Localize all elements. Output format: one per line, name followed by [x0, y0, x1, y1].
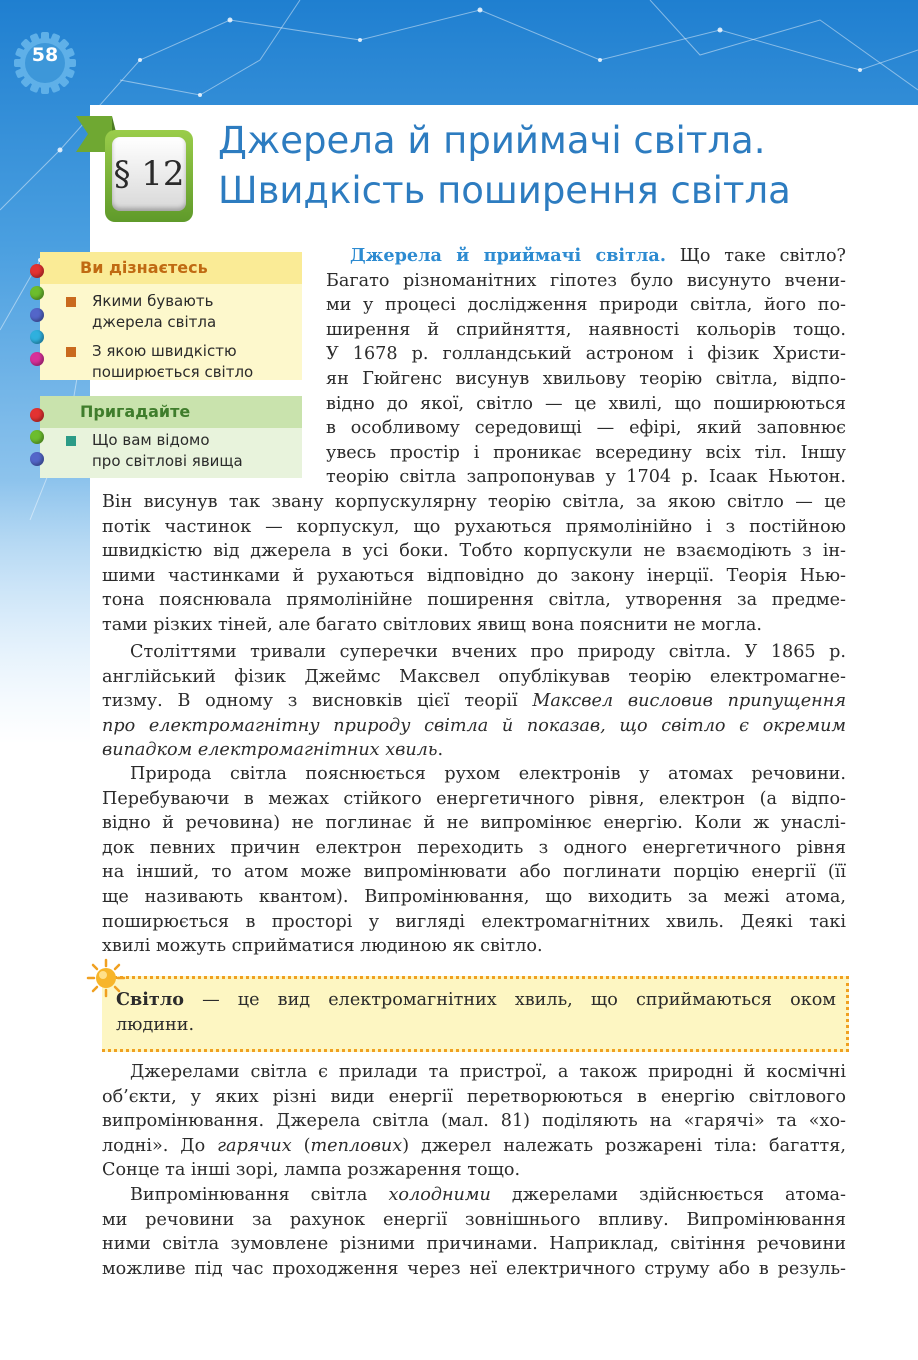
- text-line: в особливому середовищі — ефірі, який заповнює: [326, 418, 846, 439]
- text-span: Століттями тривали суперечки вчених про природу світла. У 1865 р.: [130, 642, 846, 662]
- learn-item-line: Якими бувають: [92, 292, 214, 310]
- recall-item: [40, 430, 302, 472]
- text-span: тизму. В одному з висновків цієї теорії: [102, 691, 518, 712]
- text-line: Сонце та інші зорі, лампа розжарення тощо.: [102, 1160, 521, 1181]
- paragraph-1-bottom: [102, 490, 846, 638]
- text-span: джерелами здійснюється атома-: [490, 1185, 846, 1205]
- text-line: [326, 244, 846, 269]
- title-line-2: Швидкість поширення світла: [218, 169, 791, 212]
- text-line: можливе під час проходження через неї електричного струму або в резуль-: [102, 1258, 846, 1279]
- text-span: .: [437, 740, 444, 761]
- text-line: теорію світла запропонував у 1704 р. Ісаак Ньютон.: [326, 467, 846, 488]
- text-line: [102, 738, 846, 763]
- text-line: відно до якої, світло — це хвилі, що поширюються: [326, 393, 846, 414]
- text-span: — це вид електромагнітних хвиль, що сприймаються оком: [183, 990, 836, 1010]
- recall-box-heading: Пригадайте: [40, 396, 302, 428]
- text-line: [102, 762, 846, 787]
- text-line: швидкістю від джерела в усі боки. Тобто корпускули не взаємодіють з ін-: [102, 541, 846, 562]
- learn-box-heading: Ви дізнаєтесь: [40, 252, 302, 284]
- margin-fade: [0, 480, 100, 1360]
- text-line: тами різких тіней, але багато світлових явищ вона пояснити не могла.: [102, 614, 763, 635]
- learn-item: [40, 341, 302, 383]
- text-line: потік частинок — корпускул, що рухаються прямолінійно і з постійною: [102, 516, 846, 537]
- recall-box: [40, 396, 302, 478]
- recall-item-line: про світлові явища: [92, 452, 243, 470]
- text-line: відно й речовина) не поглинає й не випромінює енергію. Коли ж унаслі-: [102, 813, 846, 834]
- paragraph-4: [102, 1060, 846, 1183]
- text-line: [102, 1183, 846, 1208]
- text-span: Випромінювання світла: [130, 1185, 389, 1205]
- bead-icon: [30, 286, 44, 300]
- italic-span: про електромагнітну природу світла й показав, що світло є окремим: [102, 715, 846, 736]
- bead-icon: [30, 430, 44, 444]
- learn-box: [40, 252, 302, 380]
- text-line: ширення й сприйняття, наявності кольорів тощо.: [326, 319, 846, 340]
- definition-text: [116, 987, 836, 1038]
- bead-icon: [30, 264, 44, 278]
- italic-span: гарячих: [217, 1135, 292, 1156]
- bead-icon: [30, 408, 44, 422]
- paragraph-2: [102, 640, 846, 763]
- text-line: док певних причин електрон переходить з одного енергетичного рівня: [102, 837, 846, 858]
- text-line: [102, 640, 846, 665]
- text-line: ще називають квантом). Випромінювання, що виходить за межі атома,: [102, 886, 846, 907]
- text-line: шими частинками й рухаються відповідно до закону інерції. Теорія Нью-: [102, 565, 846, 586]
- text-line: Перебуваючи в межах стійкого енергетичного рівня, електрон (а відпо-: [102, 788, 846, 809]
- bullet-square-icon: [66, 297, 76, 307]
- text-span: Джерелами світла є прилади та пристрої, а також природні й космічні: [130, 1062, 846, 1082]
- italic-span: Максвел висловив припущення: [532, 691, 846, 712]
- text-line: ми у процесі дослідження природи світла, його по-: [326, 295, 846, 316]
- text-span: Природа світла пояснюється рухом електронів у атомах речовини.: [130, 764, 846, 784]
- definition-term: Світло: [116, 989, 184, 1010]
- page-number: 58: [31, 44, 59, 66]
- paragraph-5: [102, 1183, 846, 1281]
- text-line: об’єкти, у яких різні види енергії перетворюються в енергію світлового: [102, 1086, 846, 1107]
- paragraph-3: [102, 762, 846, 959]
- bead-icon: [30, 452, 44, 466]
- text-span: ) джерел належать розжарені тіла: багаття,: [402, 1135, 846, 1156]
- text-line: увесь простір і проникає всередину всіх тіл. Іншу: [326, 442, 846, 463]
- text-line: [102, 714, 846, 739]
- learn-item-line: З якою швидкістю: [92, 342, 237, 360]
- text-line: людини.: [116, 1015, 195, 1035]
- text-line: ними світла зумовлене різними причинами. Наприклад, світіння речовини: [102, 1234, 846, 1255]
- text-line: ми речовини за рахунок енергії зовнішнього впливу. Випромінювання: [102, 1209, 846, 1230]
- paragraph-1-top: [326, 244, 846, 490]
- text-line: [102, 689, 846, 714]
- text-line: [102, 1134, 846, 1159]
- recall-item-line: Що вам відомо: [92, 431, 210, 449]
- text-line: Багато різноманітних гіпотез було висунуто вчени-: [326, 270, 846, 291]
- section-number: § 12: [113, 154, 185, 194]
- text-line: ян Гюйгенс висунув хвильову теорію світла, відпо-: [326, 368, 846, 389]
- italic-span: теплових: [310, 1135, 403, 1156]
- learn-item-line: поширюється світло: [92, 363, 254, 381]
- subheading: Джерела й приймачі світла.: [350, 245, 666, 266]
- text-line: хвилі можуть сприйматися людиною як світло.: [102, 936, 543, 957]
- text-line: тона пояснювала прямолінійне поширення світла, утворення за предме-: [102, 590, 846, 611]
- text-line: на інший, то атом може випромінювати або поглинати порцію енергії (її: [102, 862, 846, 883]
- text-span: лодні». До: [102, 1135, 218, 1156]
- learn-item: [40, 291, 302, 333]
- bullet-square-icon: [66, 436, 76, 446]
- text-line: [102, 1060, 846, 1085]
- text-span: Що таке світло?: [665, 246, 846, 266]
- section-badge: [72, 112, 202, 227]
- page-title: [218, 116, 908, 216]
- text-line: Він висунув так звану корпускулярну теорію світла, за якою світло — це: [102, 492, 846, 512]
- text-line: [116, 987, 836, 1013]
- text-line: У 1678 р. голландський астроном і фізик Христи-: [326, 344, 846, 365]
- text-span: (: [291, 1135, 311, 1156]
- title-line-1: Джерела й приймачі світла.: [218, 119, 766, 162]
- learn-item-line: джерела світла: [92, 313, 217, 331]
- bead-icon: [30, 330, 44, 344]
- bead-icon: [30, 352, 44, 366]
- bead-icon: [30, 308, 44, 322]
- italic-span: холодними: [388, 1185, 491, 1205]
- text-line: поширюється в просторі у вигляді електромагнітних хвиль. Деякі такі: [102, 911, 846, 932]
- italic-span: випадком електромагнітних хвиль: [102, 740, 438, 761]
- bullet-square-icon: [66, 347, 76, 357]
- text-line: випромінювання. Джерела світла (мал. 81) поділяють на «гарячі» та «хо-: [102, 1111, 846, 1132]
- text-line: англійський фізик Джеймс Максвел опублікував теорію електромагне-: [102, 666, 846, 687]
